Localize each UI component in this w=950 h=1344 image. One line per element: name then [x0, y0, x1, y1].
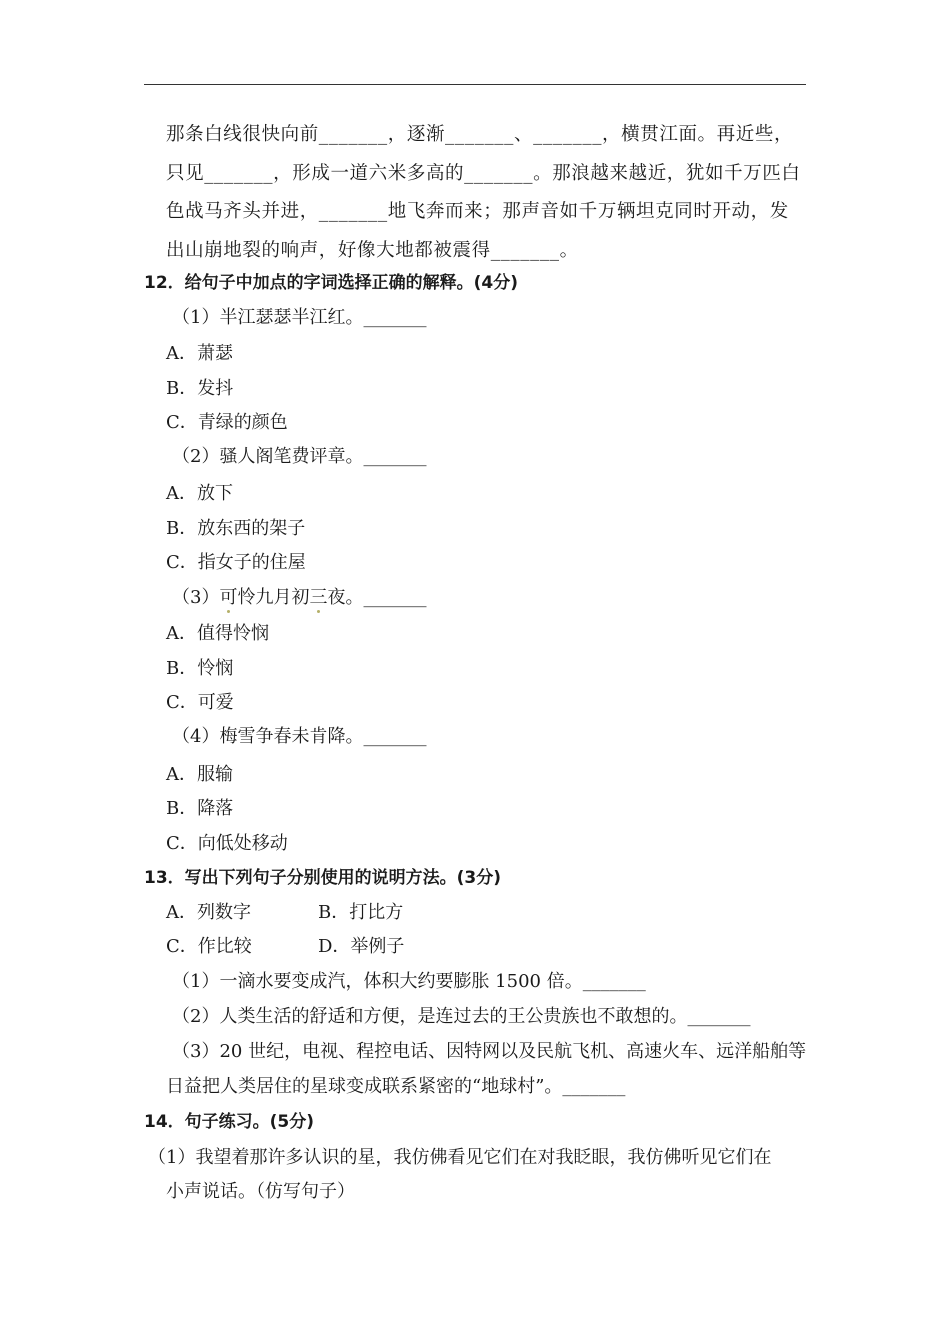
q12-sub3-stem-suffix: 夜。_______: [327, 587, 427, 608]
question-13-title: 13．写出下列句子分别使用的说明方法。(3分): [144, 868, 502, 888]
q12-sub3-dotted-char-2: 三: [309, 587, 328, 608]
q12-sub1-option-c: C．青绿的颜色: [166, 412, 288, 433]
q12-sub4-option-b: B．降落: [166, 798, 234, 819]
q14-sentence-1-line-1: （1）我望着那许多认识的星，我仿佛看见它们在对我眨眼，我仿佛听见它们在: [148, 1147, 772, 1168]
q12-sub4-option-a: A．服输: [166, 764, 233, 785]
q12-sub2-option-c: C．指女子的住屋: [166, 552, 306, 573]
q12-sub2-option-b: B．放东西的架子: [166, 518, 306, 539]
q13-option-c: C．作比较: [166, 936, 252, 957]
q14-sentence-1-line-2: 小声说话。（仿写句子）: [166, 1181, 355, 1202]
q13-sentence-2: （2）人类生活的舒适和方便，是连过去的王公贵族也不敢想的。_______: [172, 1006, 751, 1027]
q12-sub4-option-c: C．向低处移动: [166, 833, 288, 854]
q12-sub3-stem-prefix: （3）: [172, 587, 220, 608]
q13-option-b: B．打比方: [318, 902, 404, 923]
question-14-title: 14．句子练习。(5分): [144, 1112, 315, 1132]
q12-sub3-option-a: A．值得怜悯: [166, 623, 269, 644]
q12-sub3-stem: [172, 586, 426, 610]
q13-sentence-3-line-1: （3）20 世纪，电视、程控电话、因特网以及民航飞机、高速火车、远洋船舶等: [172, 1041, 807, 1062]
q13-sentence-1: （1）一滴水要变成汽，体积大约要膨胀 1500 倍。_______: [172, 971, 646, 992]
q13-option-a: A．列数字: [166, 902, 251, 923]
q12-sub3-dotted-char-1: 可: [219, 587, 238, 608]
q12-sub3-option-c: C．可爱: [166, 692, 234, 713]
q12-sub1-stem: （1）半江瑟瑟半江红。_______: [172, 307, 427, 328]
q12-sub1-option-b: B．发抖: [166, 378, 234, 399]
q12-sub4-stem: （4）梅雪争春未肯降。_______: [172, 726, 427, 747]
q12-sub1-option-a: A．萧瑟: [166, 343, 233, 364]
header-rule: [144, 84, 806, 85]
passage-paragraph: 那条白线很快向前_______，逐渐_______、_______，横贯江面。再近些，只见_______，形成一道六米多高的_______。那浪越来越近，犹如千万匹白色战马齐头并进，_______地飞奔而来；那声音如千万辆坦克同时开动，发出山崩地裂的响声，好像大地都被震得_______。: [166, 124, 801, 261]
q13-option-d: D．举例子: [318, 936, 405, 957]
question-12-title: 12．给句子中加点的字词选择正确的解释。(4分): [144, 273, 519, 293]
q12-sub3-stem-mid: 怜九月初: [237, 587, 310, 608]
q12-sub2-stem: （2）骚人阁笔费评章。_______: [172, 446, 427, 467]
q13-sentence-3-line-2: 日益把人类居住的星球变成联系紧密的“地球村”。_______: [166, 1076, 626, 1097]
q12-sub3-option-b: B．怜悯: [166, 658, 234, 679]
q12-sub2-option-a: A．放下: [166, 483, 233, 504]
